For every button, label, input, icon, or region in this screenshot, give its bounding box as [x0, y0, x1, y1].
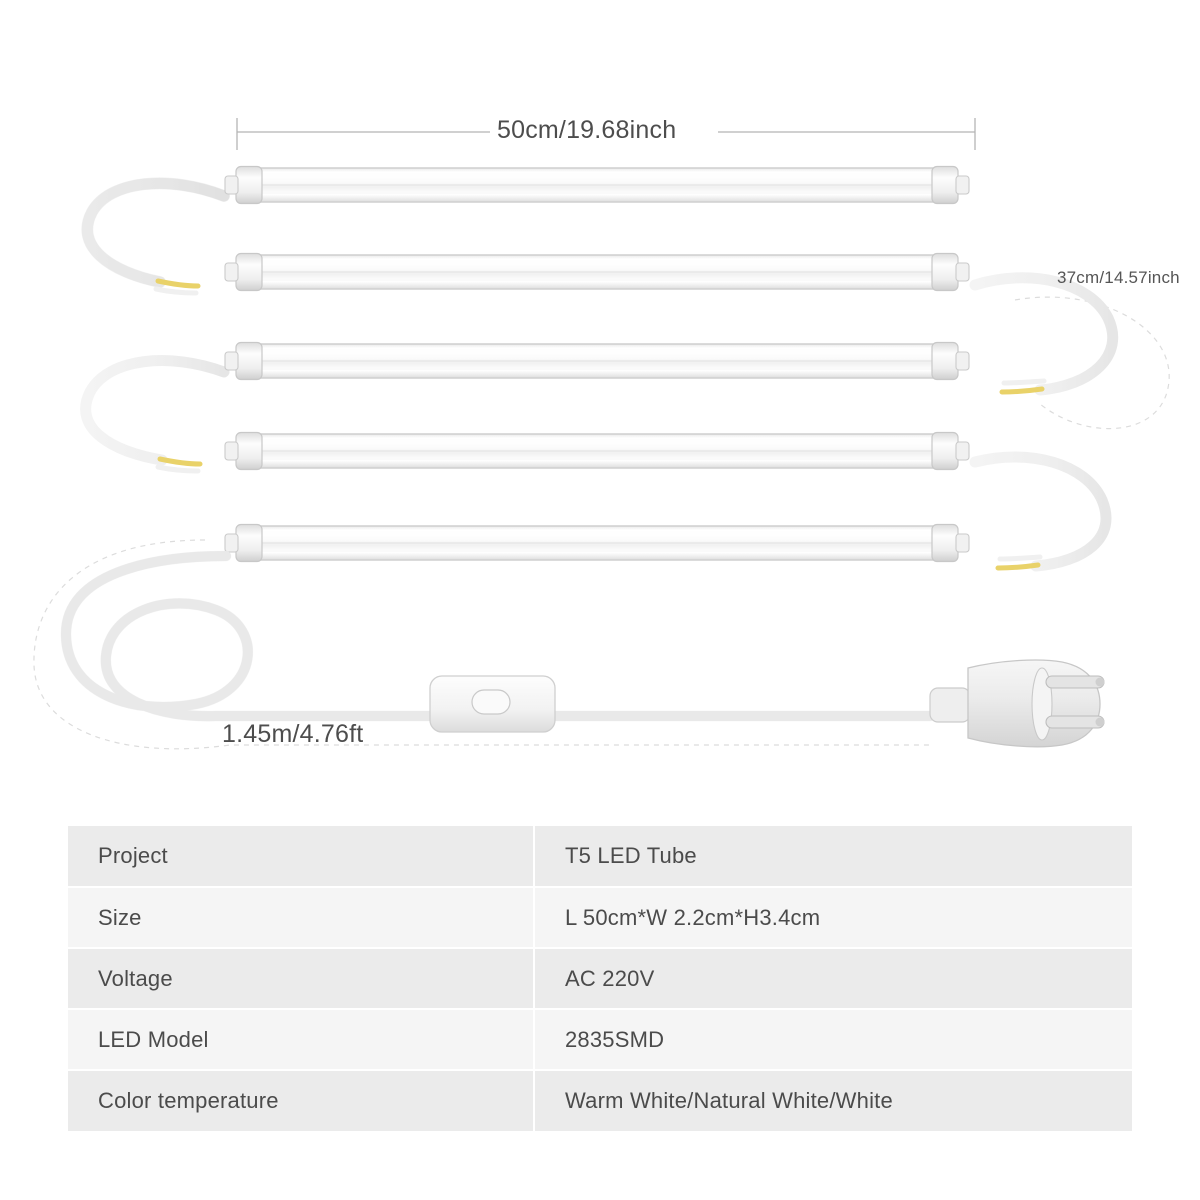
- spec-table: [68, 826, 1132, 1131]
- spec-value: T5 LED Tube: [534, 826, 1132, 887]
- spec-key: LED Model: [68, 1009, 534, 1070]
- spec-key: Color temperature: [68, 1070, 534, 1131]
- dimension-label-cable: 37cm/14.57inch: [1057, 268, 1180, 287]
- spec-key: Size: [68, 887, 534, 948]
- dimension-label-length: 50cm/19.68inch: [497, 116, 677, 144]
- power-cord: [66, 556, 1105, 747]
- table-row: [68, 1009, 1132, 1070]
- table-row: [68, 887, 1132, 948]
- eu-plug: [930, 660, 1105, 747]
- cord-switch[interactable]: [430, 676, 555, 732]
- spec-key: Project: [68, 826, 534, 887]
- spec-value: 2835SMD: [534, 1009, 1132, 1070]
- led-tube-5: [225, 525, 969, 562]
- table-row: [68, 1070, 1132, 1131]
- spec-value: L 50cm*W 2.2cm*H3.4cm: [534, 887, 1132, 948]
- table-row: [68, 826, 1132, 887]
- spec-value: AC 220V: [534, 948, 1132, 1009]
- table-row: [68, 948, 1132, 1009]
- dashed-guide-cable: [1015, 297, 1169, 429]
- dimension-label-cord: 1.45m/4.76ft: [222, 720, 364, 748]
- spec-key: Voltage: [68, 948, 534, 1009]
- spec-value: Warm White/Natural White/White: [534, 1070, 1132, 1131]
